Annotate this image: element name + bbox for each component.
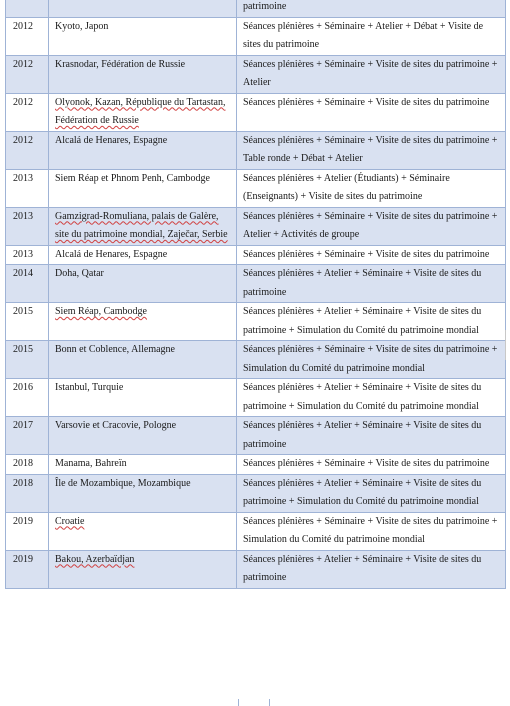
- year-cell: 2015: [6, 341, 49, 379]
- program-cell: Séances plénières + Séminaire + Visite de sites du patrimoine + Atelier + Activités de groupe: [237, 207, 506, 245]
- location-text: Croatie: [55, 515, 85, 527]
- year-cell: 2018: [6, 455, 49, 475]
- location-cell: Manama, Bahreïn: [49, 455, 237, 475]
- program-cell: Séances plénières + Séminaire + Visite de sites du patrimoine: [237, 455, 506, 475]
- year-cell: 2013: [6, 245, 49, 265]
- table-continuation-stub: [238, 699, 270, 706]
- location-cell: [49, 0, 237, 17]
- year-cell: 2016: [6, 379, 49, 417]
- year-cell: [6, 0, 49, 17]
- location-cell: [49, 93, 237, 131]
- program-cell: Séances plénières + Atelier + Séminaire + Visite de sites du patrimoine + Simulation du Comité du patrimoine mondial: [237, 303, 506, 341]
- location-cell: Istanbul, Turquie: [49, 379, 237, 417]
- year-cell: 2015: [6, 303, 49, 341]
- year-cell: 2012: [6, 131, 49, 169]
- table-row: [6, 131, 506, 169]
- location-cell: Krasnodar, Fédération de Russie: [49, 55, 237, 93]
- year-cell: 2017: [6, 417, 49, 455]
- program-cell: Séances plénières + Séminaire + Visite de sites du patrimoine + Table ronde + Débat + Atelier: [237, 131, 506, 169]
- table-row: [6, 512, 506, 550]
- table-row: [6, 0, 506, 17]
- program-cell: Séances plénières + Atelier + Séminaire + Visite de sites du patrimoine + Simulation du Comité du patrimoine mondial: [237, 379, 506, 417]
- location-cell: Alcalá de Henares, Espagne: [49, 131, 237, 169]
- location-text: Gamzigrad-Romuliana, palais de Galère, site du patrimoine mondial, Zaječar, Serbie: [55, 210, 228, 240]
- table-row: [6, 341, 506, 379]
- program-cell: Séances plénières + Séminaire + Visite de sites du patrimoine + Simulation du Comité du patrimoine mondial: [237, 341, 506, 379]
- location-text: Olyonok, Kazan, République du Tartastan, Fédération de Russie: [55, 96, 226, 126]
- program-cell: patrimoine: [237, 0, 506, 17]
- table-row: [6, 55, 506, 93]
- location-cell: Doha, Qatar: [49, 265, 237, 303]
- table-row: [6, 550, 506, 588]
- location-cell: [49, 512, 237, 550]
- program-cell: Séances plénières + Atelier + Séminaire + Visite de sites du patrimoine: [237, 417, 506, 455]
- program-cell: Séances plénières + Séminaire + Visite de sites du patrimoine: [237, 93, 506, 131]
- table-row: [6, 169, 506, 207]
- table-row: [6, 93, 506, 131]
- year-cell: 2014: [6, 265, 49, 303]
- table-row: [6, 417, 506, 455]
- location-cell: Île de Mozambique, Mozambique: [49, 474, 237, 512]
- location-cell: Varsovie et Cracovie, Pologne: [49, 417, 237, 455]
- table-row: [6, 265, 506, 303]
- year-cell: 2019: [6, 550, 49, 588]
- location-cell: Siem Réap et Phnom Penh, Cambodge: [49, 169, 237, 207]
- program-cell: Séances plénières + Atelier + Séminaire + Visite de sites du patrimoine: [237, 550, 506, 588]
- events-table: [5, 0, 506, 589]
- program-cell: Séances plénières + Atelier (Étudiants) + Séminaire (Enseignants) + Visite de sites du patrimoine: [237, 169, 506, 207]
- year-cell: 2018: [6, 474, 49, 512]
- year-cell: 2013: [6, 207, 49, 245]
- year-cell: 2019: [6, 512, 49, 550]
- program-cell: Séances plénières + Séminaire + Visite de sites du patrimoine + Simulation du Comité du patrimoine mondial: [237, 512, 506, 550]
- page-margin-marker: [505, 330, 510, 360]
- location-cell: [49, 550, 237, 588]
- location-cell: [49, 303, 237, 341]
- location-cell: Kyoto, Japon: [49, 17, 237, 55]
- table-row: [6, 474, 506, 512]
- program-cell: Séances plénières + Atelier + Séminaire + Visite de sites du patrimoine: [237, 265, 506, 303]
- year-cell: 2013: [6, 169, 49, 207]
- location-text: Siem Réap, Cambodge: [55, 306, 147, 317]
- program-cell: Séances plénières + Atelier + Séminaire + Visite de sites du patrimoine + Simulation du Comité du patrimoine mondial: [237, 474, 506, 512]
- location-cell: [49, 207, 237, 245]
- table-row: [6, 207, 506, 245]
- table-row: [6, 455, 506, 475]
- program-cell: Séances plénières + Séminaire + Visite de sites du patrimoine: [237, 245, 506, 265]
- program-cell: Séances plénières + Séminaire + Visite de sites du patrimoine + Atelier: [237, 55, 506, 93]
- table-row: [6, 379, 506, 417]
- year-cell: 2012: [6, 17, 49, 55]
- program-cell: Séances plénières + Séminaire + Atelier + Débat + Visite de sites du patrimoine: [237, 17, 506, 55]
- year-cell: 2012: [6, 55, 49, 93]
- table-row: [6, 245, 506, 265]
- location-cell: Alcalá de Henares, Espagne: [49, 245, 237, 265]
- table-row: [6, 17, 506, 55]
- location-cell: Bonn et Coblence, Allemagne: [49, 341, 237, 379]
- location-text: Bakou, Azerbaïdjan: [55, 553, 135, 565]
- year-cell: 2012: [6, 93, 49, 131]
- table-row: [6, 303, 506, 341]
